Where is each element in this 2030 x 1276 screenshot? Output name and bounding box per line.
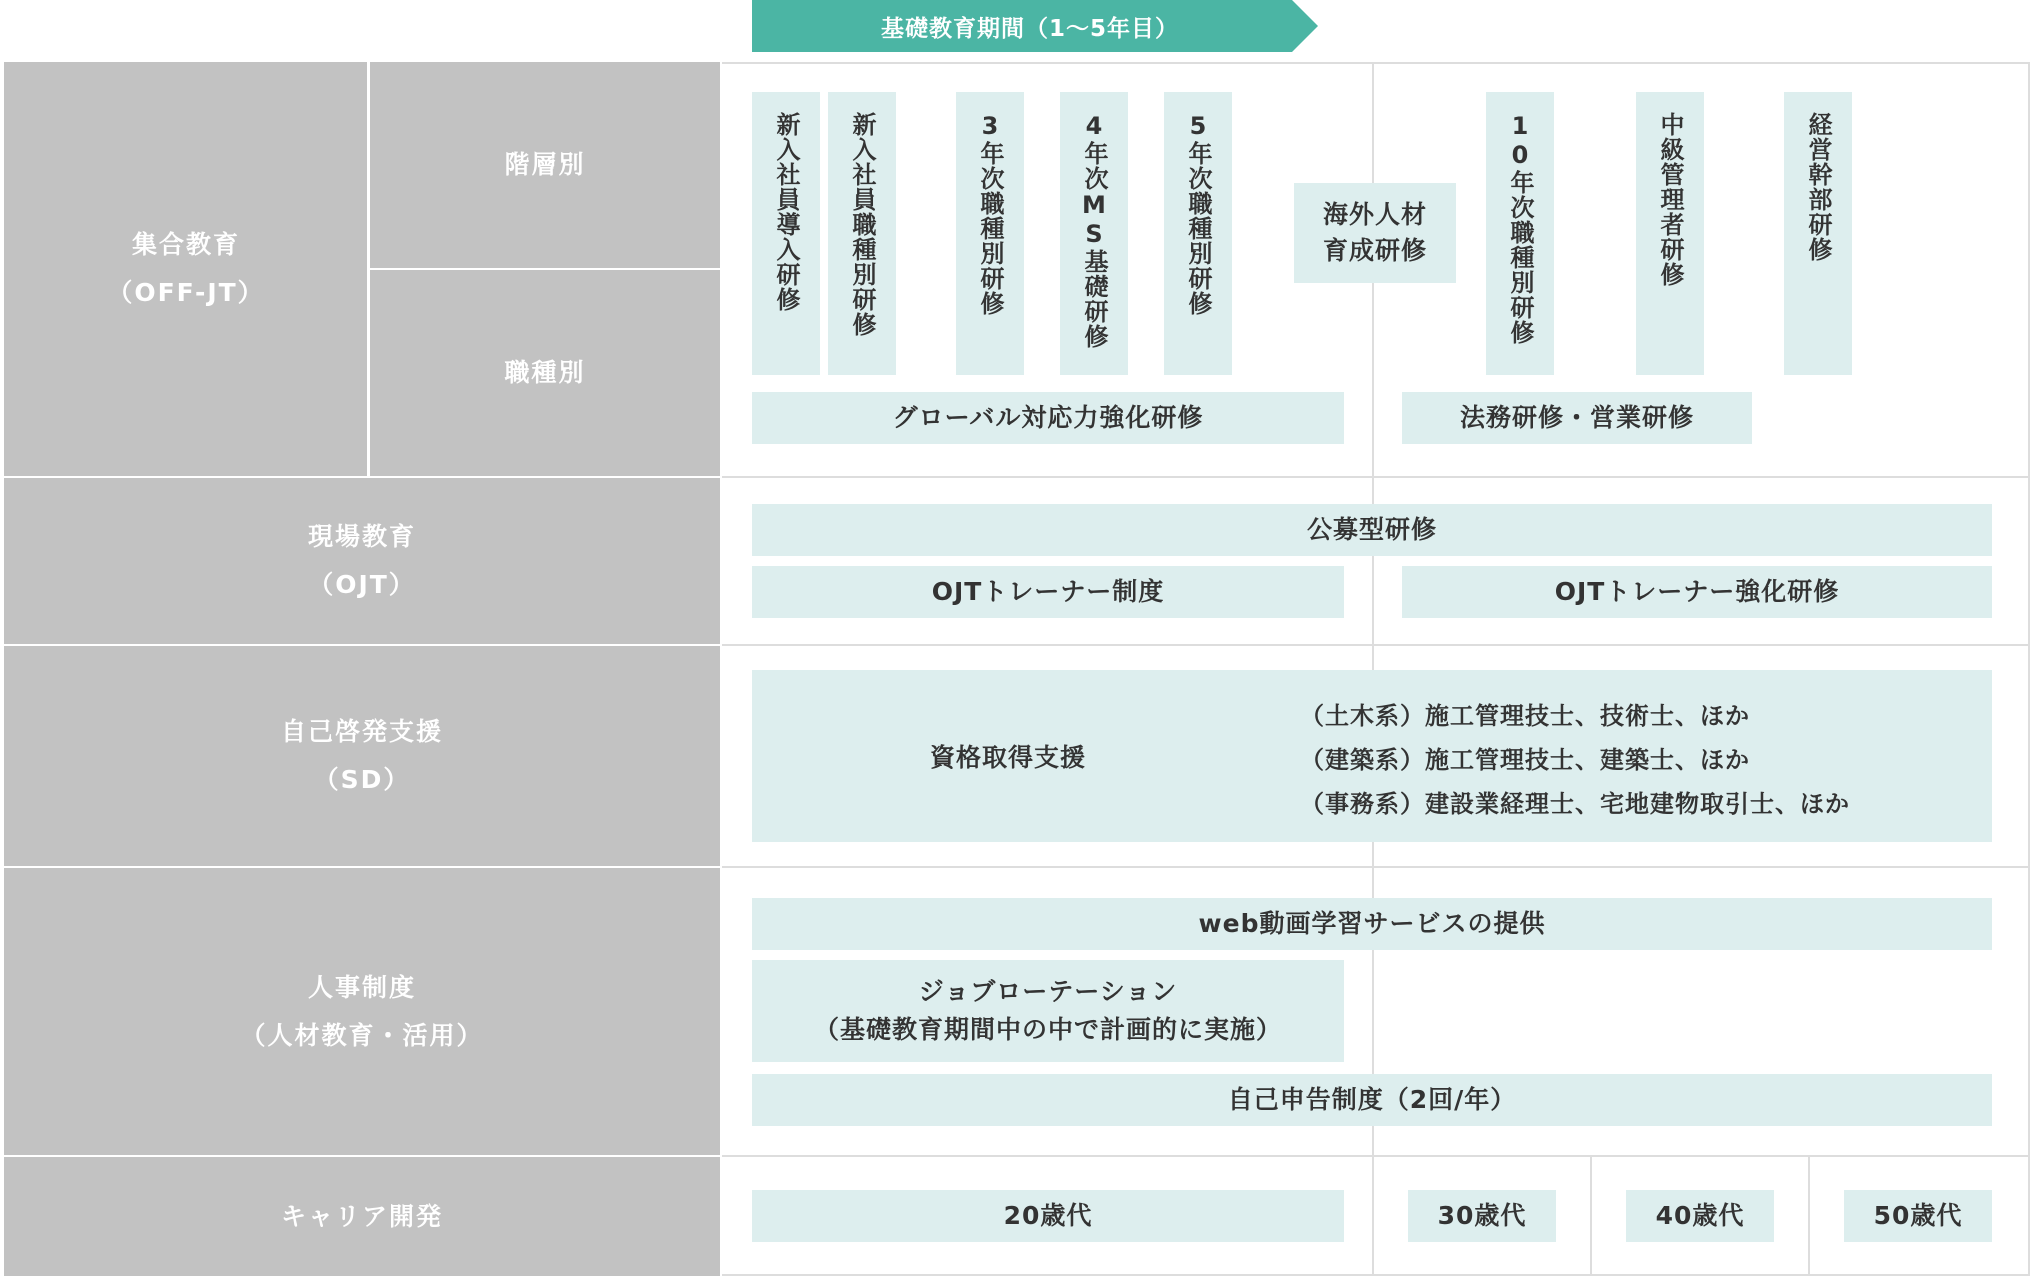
subcategory-layer	[370, 62, 720, 268]
category-offjt	[4, 62, 368, 476]
category-sd	[4, 646, 720, 866]
category-title: 人事制度	[307, 972, 416, 1002]
program-5th-year: 5年次職種別研修	[1164, 92, 1232, 375]
category-subtitle: （OFF-JT）	[107, 278, 265, 307]
certification-office: （事務系）建設業経理士、宅地建物取引士、ほか	[1300, 790, 1850, 818]
subcategory-label: 階層別	[504, 150, 586, 179]
grid-line	[722, 866, 2030, 868]
program-3rd-year: 3年次職種別研修	[956, 92, 1024, 375]
category-title: 現場教育	[307, 522, 416, 551]
category-ojt	[4, 478, 720, 644]
basic-education-period-label: 基礎教育期間（1〜5年目）	[880, 15, 1179, 42]
grid-line	[722, 1155, 2030, 1157]
divider	[4, 476, 720, 478]
certification-architecture: （建築系）施工管理技士、建築士、ほか	[1300, 746, 1750, 774]
program-legal-sales: 法務研修・営業研修	[1402, 392, 1752, 444]
program-web-video: web動画学習サービスの提供	[752, 898, 1992, 950]
program-mid-manager: 中級管理者研修	[1636, 92, 1704, 375]
program-10th-year: 10年次職種別研修	[1486, 92, 1554, 375]
certification-support-label: 資格取得支援	[929, 743, 1086, 772]
program-open-recruit: 公募型研修	[752, 504, 1992, 556]
grid-line	[1808, 1156, 1810, 1276]
grid-line	[1590, 1156, 1592, 1276]
program-ojt-trainer-system: OJTトレーナー制度	[752, 566, 1344, 618]
program-self-report: 自己申告制度（2回/年）	[752, 1074, 1992, 1126]
category-subtitle: （OJT）	[308, 570, 416, 599]
program-4th-year: 4年次MS基礎研修	[1060, 92, 1128, 375]
category-title: 集合教育	[131, 230, 240, 259]
program-global: グローバル対応力強化研修	[752, 392, 1344, 444]
subcategory-label: 職種別	[504, 358, 586, 387]
certification-details	[1300, 694, 1960, 824]
divider	[4, 1155, 720, 1157]
career-40s: 40歳代	[1626, 1190, 1774, 1242]
program-job-rotation: ジョブローテーション （基礎教育期間中の中で計画的に実施）	[752, 960, 1344, 1062]
grid-line	[722, 644, 2030, 646]
divider	[369, 268, 720, 270]
career-30s: 30歳代	[1408, 1190, 1556, 1242]
program-overseas: 海外人材 育成研修	[1294, 183, 1456, 283]
program-new-employee-job: 新入社員職種別研修	[828, 92, 896, 375]
program-new-employee-intro: 新入社員導入研修	[752, 92, 820, 375]
career-20s: 20歳代	[752, 1190, 1344, 1242]
category-title: キャリア開発	[280, 1201, 443, 1231]
grid-line	[722, 476, 2030, 478]
category-subtitle: （人材教育・活用）	[240, 1020, 484, 1050]
category-career	[4, 1157, 720, 1276]
certification-civil: （土木系）施工管理技士、技術士、ほか	[1300, 702, 1750, 730]
divider	[4, 866, 720, 868]
career-50s: 50歳代	[1844, 1190, 1992, 1242]
subcategory-job-type	[370, 270, 720, 476]
program-executive: 経営幹部研修	[1784, 92, 1852, 375]
program-ojt-trainer-training: OJTトレーナー強化研修	[1402, 566, 1992, 618]
category-hr	[4, 868, 720, 1155]
category-title: 自己啓発支援	[280, 717, 443, 746]
grid-line	[722, 62, 2030, 64]
category-subtitle: （SD）	[313, 765, 411, 794]
divider	[4, 644, 720, 646]
